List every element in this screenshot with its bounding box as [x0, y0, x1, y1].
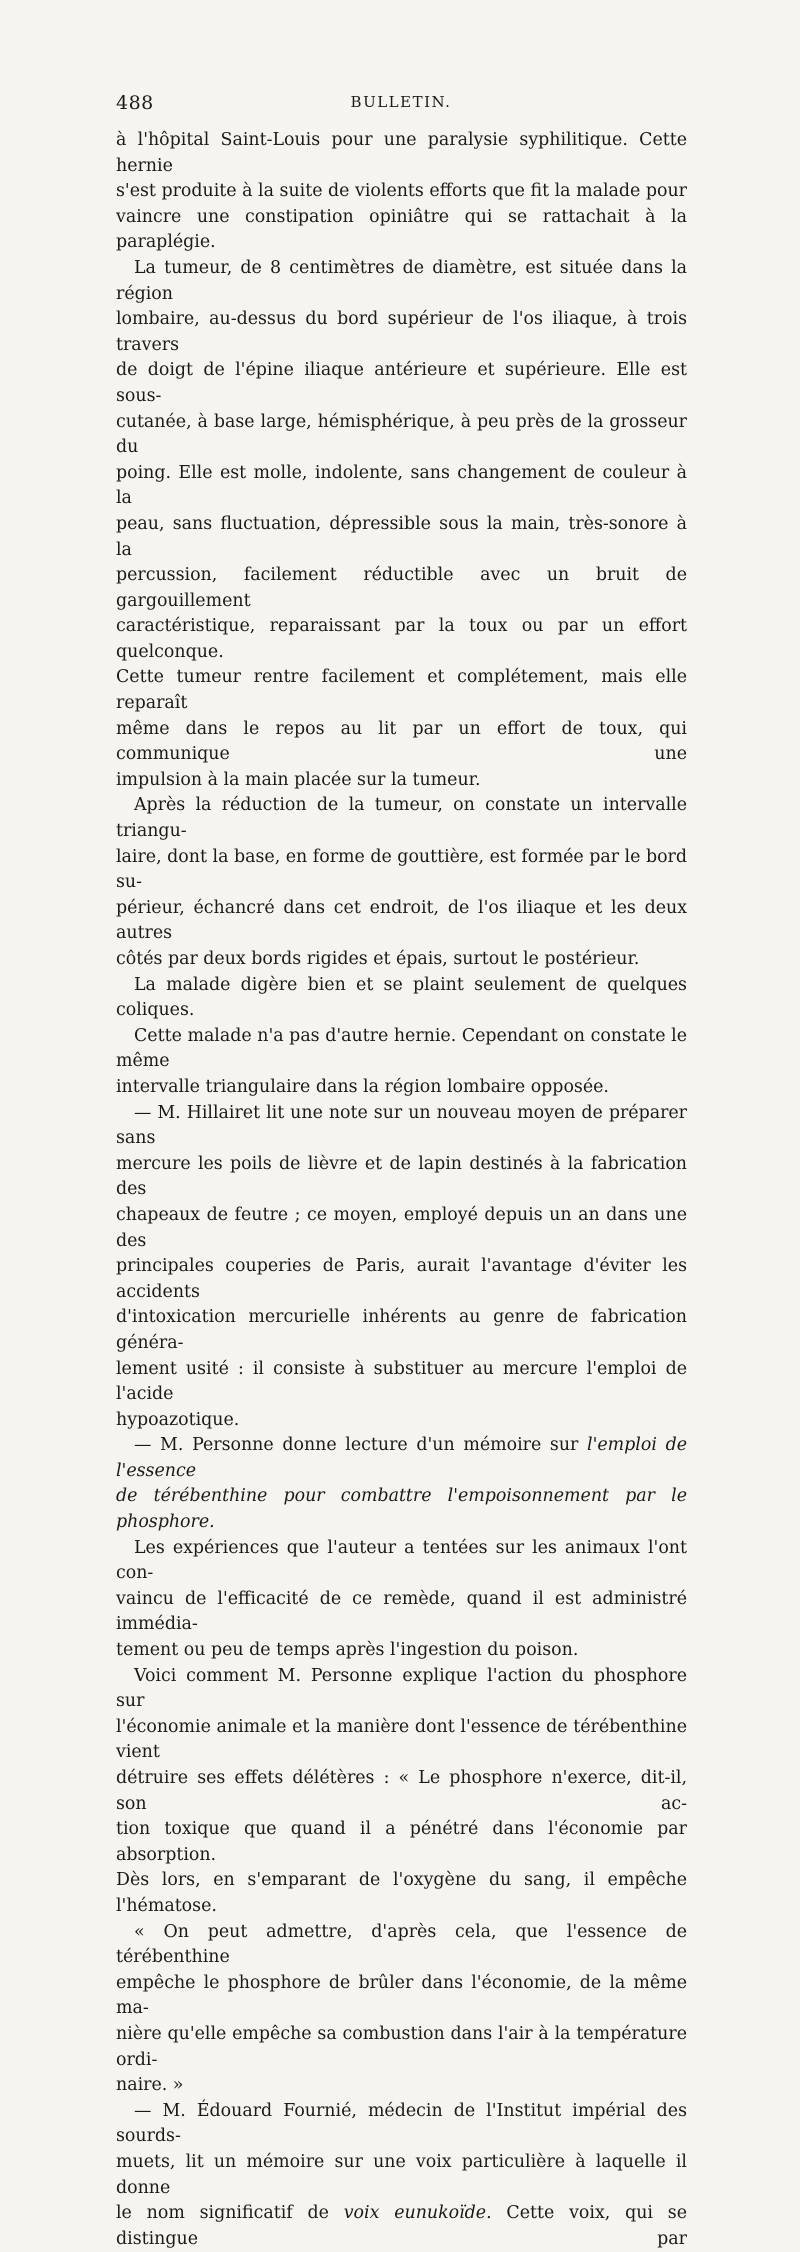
text-line: empêche le phosphore de brûler dans l'économie, de la même ma- — [116, 1972, 687, 2019]
text-line: impulsion à la main placée sur la tumeur. — [116, 769, 481, 790]
text-line: La tumeur, de 8 centimètres de diamètre, est située dans la région — [116, 257, 687, 304]
text-line: tion toxique que quand il a pénétré dans l'économie par absorption. — [116, 1819, 687, 1865]
text-line: d'intoxication mercurielle inhérents au genre de fabrication généra- — [116, 1307, 687, 1353]
text-line: côtés par deux bords rigides et épais, surtout le postérieur. — [116, 949, 640, 969]
text-line: cutanée, à base large, hémisphérique, à peu près de la grosseur du — [116, 411, 687, 458]
text-line: s'est produite à la suite de violents efforts que fit la malade pour — [116, 181, 687, 202]
italic-title: de térébenthine pour combattre l'empoisonnement par le phosphore. — [116, 1486, 687, 1533]
text-line: détruire ses effets délétères : « Le phosphore n'exerce, dit-il, son ac- — [116, 1768, 687, 1814]
text-line: caractéristique, reparaissant par la toux ou par un effort quelconque. — [116, 616, 687, 662]
italic-term: voix eunukoïde — [343, 2203, 487, 2224]
text-line: chapeaux de feutre ; ce moyen, employé depuis un an dans une des — [116, 1204, 687, 1251]
text-line: peau, sans fluctuation, dépressible sous la main, très-sonore à la — [116, 513, 687, 560]
text-line: Cette tumeur rentre facilement et complétement, mais elle reparaît — [116, 667, 687, 714]
text-line: Dès lors, en s'emparant de l'oxygène du sang, il empêche l'hématose. — [116, 1870, 687, 1916]
text-line: laire, dont la base, en forme de gouttière, est formée par le bord su- — [116, 846, 687, 893]
text-span: le nom significatif de — [116, 2203, 329, 2224]
text-line — [116, 1484, 687, 1535]
text-line — [116, 2201, 687, 2252]
text-line: — M. Édouard Fournié, médecin de l'Institut impérial des sourds- — [116, 2100, 687, 2147]
text-line: l'économie animale et la manière dont l'essence de térébenthine vient — [116, 1716, 687, 1763]
text-line: mercure les poils de lièvre et de lapin destinés à la fabrication des — [116, 1153, 687, 1200]
text-line: lombaire, au-dessus du bord supérieur de l'os iliaque, à trois travers — [116, 309, 687, 355]
text-line: naire. » — [116, 2075, 184, 2096]
text-line: de doigt de l'épine iliaque antérieure et supérieure. Elle est sous- — [116, 360, 687, 406]
text-line — [116, 1433, 687, 1484]
text-span: . Cette voix, qui se distingue par — [116, 2203, 687, 2249]
text-line: « On peut admettre, d'après cela, que l'essence de térébenthine — [116, 1921, 687, 1968]
text-line: intervalle triangulaire dans la région lombaire opposée. — [116, 1076, 609, 1097]
text-line: vaincre une constipation opiniâtre qui se rattachait à la paraplégie. — [116, 206, 687, 253]
text-line: nière qu'elle empêche sa combustion dans l'air à la température ordi- — [116, 2023, 687, 2070]
italic-title: l'emploi de l'essence — [116, 1435, 687, 1481]
text-line: percussion, facilement réductible avec un bruit de gargouillement — [116, 565, 687, 611]
page-number: 488 — [116, 92, 154, 114]
page-header — [116, 92, 686, 118]
text-line: hypoazotique. — [116, 1409, 240, 1430]
text-line: Cette malade n'a pas d'autre hernie. Cependant on constate le même — [116, 1025, 687, 1072]
running-title: BULLETIN. — [350, 93, 452, 111]
text-line: La malade digère bien et se plaint seulement de quelques coliques. — [116, 974, 687, 1021]
text-line: vaincu de l'efficacité de ce remède, quand il est administré immédia- — [116, 1588, 687, 1635]
text-line: muets, lit un mémoire sur une voix particulière à laquelle il donne — [116, 2151, 687, 2198]
text-line: lement usité : il consiste à substituer au mercure l'emploi de l'acide — [116, 1358, 687, 1405]
text-line: périeur, échancré dans cet endroit, de l'os iliaque et les deux autres — [116, 897, 687, 944]
text-line: tement ou peu de temps après l'ingestion du poison. — [116, 1640, 579, 1661]
text-line: principales couperies de Paris, aurait l'avantage d'éviter les accidents — [116, 1256, 687, 1302]
text-line: même dans le repos au lit par un effort de toux, qui communique une — [116, 718, 687, 765]
text-line: — M. Hillairet lit une note sur un nouveau moyen de préparer sans — [116, 1102, 687, 1149]
page-body — [116, 128, 687, 2252]
text-line: à l'hôpital Saint-Louis pour une paralysie syphilitique. Cette hernie — [116, 130, 687, 176]
text-span: — M. Personne donne lecture d'un mémoire sur — [134, 1435, 579, 1456]
text-line: Les expériences que l'auteur a tentées sur les animaux l'ont con- — [116, 1537, 687, 1584]
text-line: Après la réduction de la tumeur, on constate un intervalle triangu- — [116, 795, 687, 842]
text-line: poing. Elle est molle, indolente, sans changement de couleur à la — [116, 462, 687, 509]
text-line: Voici comment M. Personne explique l'action du phosphore sur — [116, 1665, 687, 1712]
